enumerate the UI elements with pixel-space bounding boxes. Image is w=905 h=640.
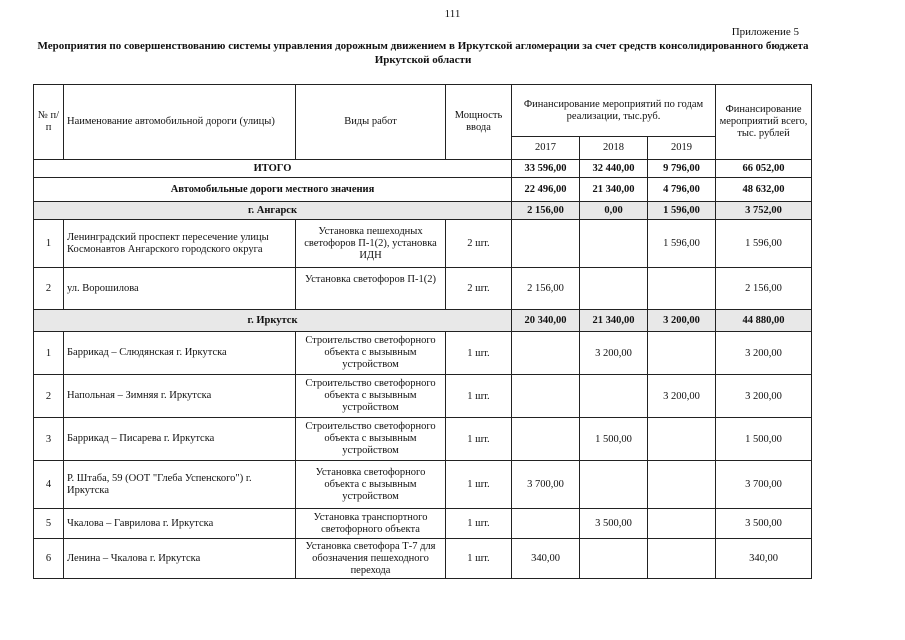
table-row xyxy=(34,539,812,579)
row-2019 xyxy=(648,461,716,509)
row-2018 xyxy=(580,268,648,310)
row-works: Установка светофоров П-1(2) xyxy=(296,268,446,310)
row-total: 1 596,00 xyxy=(716,220,812,268)
row-road: Баррикад – Писарева г. Иркутска xyxy=(64,418,296,461)
row-works: Строительство светофорного объекта с вызывным устройством xyxy=(296,418,446,461)
row-2018 xyxy=(580,461,648,509)
local-roads-2019: 4 796,00 xyxy=(648,178,716,202)
total-row xyxy=(34,160,812,178)
row-works: Установка пешеходных светофоров П-1(2), установка ИДН xyxy=(296,220,446,268)
row-road: Чкалова – Гаврилова г. Иркутска xyxy=(64,509,296,539)
row-2017 xyxy=(512,220,580,268)
row-2017 xyxy=(512,509,580,539)
row-road: Напольная – Зимняя г. Иркутска xyxy=(64,375,296,418)
table-row xyxy=(34,509,812,539)
document-title: Мероприятия по совершенствованию системы управления дорожным движением в Иркутской агломерации за счет средств консолидированного бюджета Иркутской области xyxy=(37,40,809,66)
table-row xyxy=(34,332,812,375)
row-num: 1 xyxy=(34,220,64,268)
financing-table xyxy=(33,84,812,579)
header-works: Виды работ xyxy=(296,85,446,160)
row-2018: 1 500,00 xyxy=(580,418,648,461)
header-capacity: Мощность ввода xyxy=(446,85,512,160)
city-total: 3 752,00 xyxy=(716,202,812,220)
row-2019 xyxy=(648,539,716,579)
total-2018: 32 440,00 xyxy=(580,160,648,178)
row-2019 xyxy=(648,332,716,375)
row-road: ул. Ворошилова xyxy=(64,268,296,310)
local-roads-row xyxy=(34,178,812,202)
city-2019: 3 200,00 xyxy=(648,310,716,332)
row-num: 2 xyxy=(34,268,64,310)
city-2019: 1 596,00 xyxy=(648,202,716,220)
header-financing-by-year: Финансирование мероприятий по годам реализации, тыс.руб. xyxy=(512,85,716,137)
city-2017: 2 156,00 xyxy=(512,202,580,220)
row-2019 xyxy=(648,418,716,461)
city-label: г. Иркутск xyxy=(34,310,512,332)
row-works: Установка транспортного светофорного объекта xyxy=(296,509,446,539)
row-road: Ленина – Чкалова г. Иркутска xyxy=(64,539,296,579)
row-works: Установка светофорного объекта с вызывным устройством xyxy=(296,461,446,509)
row-2019: 1 596,00 xyxy=(648,220,716,268)
header-num: № п/п xyxy=(34,85,64,160)
table-row xyxy=(34,418,812,461)
row-2017 xyxy=(512,332,580,375)
row-num: 6 xyxy=(34,539,64,579)
row-total: 3 500,00 xyxy=(716,509,812,539)
row-2019 xyxy=(648,268,716,310)
row-capacity: 1 шт. xyxy=(446,509,512,539)
row-road: Ленинградский проспект пересечение улицы Космонавтов Ангарского городского округа xyxy=(64,220,296,268)
total-sum: 66 052,00 xyxy=(716,160,812,178)
row-num: 3 xyxy=(34,418,64,461)
row-2019 xyxy=(648,509,716,539)
row-num: 4 xyxy=(34,461,64,509)
city-2018: 0,00 xyxy=(580,202,648,220)
row-capacity: 1 шт. xyxy=(446,375,512,418)
total-2019: 9 796,00 xyxy=(648,160,716,178)
table-row xyxy=(34,268,812,310)
header-road: Наименование автомобильной дороги (улицы) xyxy=(64,85,296,160)
row-total: 340,00 xyxy=(716,539,812,579)
row-capacity: 1 шт. xyxy=(446,332,512,375)
total-label: ИТОГО xyxy=(34,160,512,178)
row-num: 1 xyxy=(34,332,64,375)
row-works: Установка светофора Т-7 для обозначения пешеходного перехода xyxy=(296,539,446,579)
appendix-label: Приложение 5 xyxy=(731,26,799,38)
header-year-2019: 2019 xyxy=(648,137,716,160)
local-roads-2017: 22 496,00 xyxy=(512,178,580,202)
row-total: 1 500,00 xyxy=(716,418,812,461)
header-financing-total: Финансирование мероприятий всего, тыс. рублей xyxy=(716,85,812,160)
city-total: 44 880,00 xyxy=(716,310,812,332)
row-2018 xyxy=(580,539,648,579)
row-road: Баррикад – Слюдянская г. Иркутска xyxy=(64,332,296,375)
row-total: 3 200,00 xyxy=(716,375,812,418)
header-year-2018: 2018 xyxy=(580,137,648,160)
row-2017: 2 156,00 xyxy=(512,268,580,310)
row-works: Строительство светофорного объекта с вызывным устройством xyxy=(296,375,446,418)
city-2017: 20 340,00 xyxy=(512,310,580,332)
row-total: 3 700,00 xyxy=(716,461,812,509)
header-year-2017: 2017 xyxy=(512,137,580,160)
table-row xyxy=(34,375,812,418)
local-roads-total: 48 632,00 xyxy=(716,178,812,202)
table-row xyxy=(34,220,812,268)
row-capacity: 2 шт. xyxy=(446,268,512,310)
city-row-irkutsk xyxy=(34,310,812,332)
row-total: 2 156,00 xyxy=(716,268,812,310)
row-2018: 3 200,00 xyxy=(580,332,648,375)
table-row xyxy=(34,461,812,509)
row-capacity: 1 шт. xyxy=(446,418,512,461)
page-number: 111 xyxy=(444,8,461,20)
row-works: Строительство светофорного объекта с вызывным устройством xyxy=(296,332,446,375)
row-2017: 3 700,00 xyxy=(512,461,580,509)
row-2017 xyxy=(512,418,580,461)
row-capacity: 1 шт. xyxy=(446,461,512,509)
local-roads-2018: 21 340,00 xyxy=(580,178,648,202)
row-capacity: 1 шт. xyxy=(446,539,512,579)
row-2018 xyxy=(580,220,648,268)
city-2018: 21 340,00 xyxy=(580,310,648,332)
row-2018: 3 500,00 xyxy=(580,509,648,539)
row-num: 2 xyxy=(34,375,64,418)
row-2019: 3 200,00 xyxy=(648,375,716,418)
row-2018 xyxy=(580,375,648,418)
row-road: Р. Штаба, 59 (ООТ "Глеба Успенского") г. Иркутска xyxy=(64,461,296,509)
local-roads-label: Автомобильные дороги местного значения xyxy=(34,178,512,202)
row-total: 3 200,00 xyxy=(716,332,812,375)
city-label: г. Ангарск xyxy=(34,202,512,220)
city-row-angarsk xyxy=(34,202,812,220)
row-2017: 340,00 xyxy=(512,539,580,579)
row-2017 xyxy=(512,375,580,418)
total-2017: 33 596,00 xyxy=(512,160,580,178)
row-num: 5 xyxy=(34,509,64,539)
row-capacity: 2 шт. xyxy=(446,220,512,268)
